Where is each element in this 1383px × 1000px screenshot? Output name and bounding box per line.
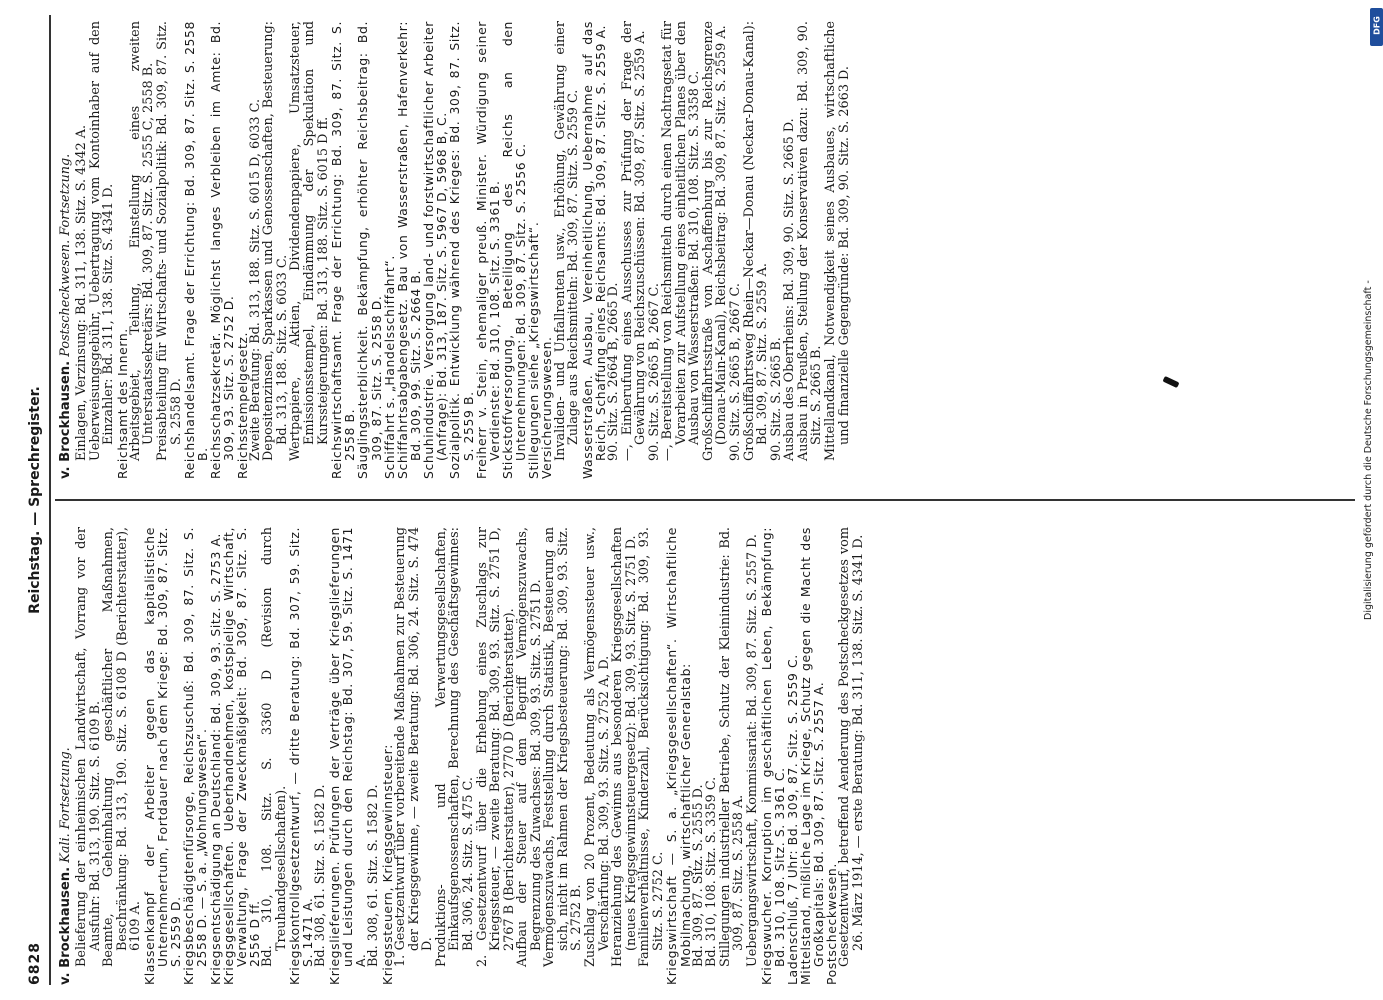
- speaker-name: v. Brockhausen.: [58, 866, 73, 985]
- dfg-logo-text: DFG: [1372, 16, 1382, 35]
- register-entry: Stickstoffversorgung, Beteiligung des Reichs an den Unternehmungen: Bd. 309, 87. Sitz. S. 2556 C.: [499, 21, 529, 479]
- register-entry: Versicherungswesen.: [539, 336, 555, 479]
- register-entry: Freiherr v. Stein, ehemaliger preuß. Minister. Würdigung seiner Verdienste: Bd. 310, 108. Sitz. S. 3361 B.: [473, 21, 502, 479]
- register-entry: 90. Sitz. S. 2665 B.: [768, 337, 784, 461]
- register-entry: Arbeitsgebiet, Teilung, Einstellung eines zweiten Unterstaatssekretärs: Bd. 309, 87. Sitz. S. 2555 C, 2558 B.: [127, 21, 157, 461]
- dfg-logo: [1370, 8, 1383, 46]
- register-entry: Wertpapiere, Aktien, Dividendenpapiere, Umsatzsteuer, Emissionsstempel, Eindämmung der Spekulation und Kurssteigerungen: Bd. 313, 188. Sitz. S. 6015 D ff.: [288, 21, 331, 461]
- right-entry-list: [75, 21, 851, 479]
- register-entry: Bd. 308, 61. Sitz. S. 1582 D.: [313, 784, 329, 967]
- register-entry: Ueberweisungsgebühr, Uebertragung vom Kontoinhaber auf den Einzahler: Bd. 311, 138. Sitz. S. 4341 D.: [87, 21, 117, 461]
- register-entry: Ausbau in Preußen, Stellung der Konservativen dazu: Bd. 309, 90. Sitz. S. 2665 B.: [795, 21, 825, 461]
- continuation-label: Postscheckwesen. Fortsetzung.: [58, 153, 73, 357]
- register-entry: —, Bereitstellung von Reichsmitteln durch einen Nachtragsetat für Vorarbeiten zur Aufstellung eines einheitlichen Planes über den Ausbau von Wasserstraßen: Bd. 310, 108. Sitz. S. 3358 C.: [660, 21, 703, 461]
- register-entry: Produktions- und Verwertungsgesellschaften, Einkaufsgenossenschaften, Berechnung des Geschäftsgewinnes: Bd. 306, 24. Sitz. S. 475 C.: [433, 527, 476, 967]
- register-entry: Gesetzentwurf, betreffend Aenderung des Postscheckgesetzes vom 26. März 1914, — erste Beratung: Bd. 311, 138. Sitz. S. 4341 D.: [837, 527, 866, 967]
- register-entry: Einlagen, Verzinsung: Bd. 311, 138. Sitz. S. 4342 A.: [73, 124, 89, 461]
- left-column: [59, 527, 865, 985]
- register-entry: Ladenschluß, 7 Uhr: Bd. 309, 87. Sitz. S. 2559 C.: [784, 654, 800, 985]
- register-entry: Kriegswucher. Korruption im geschäftlichen Leben, Bekämpfung: Bd. 310, 108. Sitz. S. 3361 C.: [758, 527, 787, 985]
- register-entry: Postscheckwesen.: [824, 863, 840, 985]
- register-entry: Vermögenszuwachs, Feststellung durch Statistik, Besteuerung an sich, nicht im Rahmen der Kriegsbesteuerung: Bd. 309, 93. Sitz. S. 2752 B.: [542, 527, 585, 967]
- register-entry: Stillegungen industrieller Betriebe, Schutz der Kleinindustrie: Bd. 309, 87. Sitz. S. 2558 A.: [717, 527, 747, 967]
- register-entry: Großschiffahrtsstraße von Aschaffenburg bis zur Reichsgrenze (Donau-Main-Kanal), Reichsbeitrag: Bd. 309, 87. Sitz. S. 2559 A.: [700, 21, 730, 461]
- register-entry: —, Einberufung eines Ausschusses zur Prüfung der Frage der Gewährung von Reichszuschüssen: Bd. 309, 87. Sitz. S. 2559 A.: [619, 21, 649, 461]
- header-rule: [49, 15, 51, 985]
- page-header: [25, 15, 51, 985]
- register-entry: Uebergangswirtschaft, Kommissariat: Bd. 309, 87. Sitz. S. 2557 D.: [744, 534, 760, 967]
- register-entry: Depositenzinsen, Sparkassen und Genossenschaften, Besteuerung: Bd. 313, 188. Sitz. S. 6033 C.: [261, 21, 290, 461]
- register-entry: Kriegsgesellschaften. Ueberhandnehmen, kostspielige Wirtschaft, Verwaltung, Frage der Zweckmäßigkeit: Bd. 309, 87. Sitz. S. 2556 D ff.: [220, 527, 262, 985]
- register-entry: Reichsamt des Innern.: [114, 328, 130, 479]
- register-entry: Sozialpolitik. Entwicklung während des Krieges: Bd. 309, 87. Sitz. S. 2559 B.: [447, 21, 476, 479]
- register-entry: Belieferung der einheimischen Landwirtschaft, Vorrang vor der Ausfuhr: Bd. 313, 190. Sitz. S. 6109 B.: [73, 527, 103, 967]
- page-number: 6828: [27, 942, 43, 985]
- register-entry: Mittellandkanal, Notwendigkeit seines Ausbaues, wirtschaftliche und finanzielle Gegengründe: Bd. 309, 90. Sitz. S. 2663 D.: [822, 21, 852, 461]
- register-entry: Kriegsbeschädigtenfürsorge, Reichszuschuß: Bd. 309, 87. Sitz. S. 2558 D. — S. a. „Wohnungswesen“.: [181, 527, 210, 985]
- register-entry: Preisabteilung für Wirtschafts- und Sozialpolitik: Bd. 309, 87. Sitz. S. 2558 D.: [154, 21, 184, 461]
- register-entry: Reichswirtschaftsamt. Frage der Errichtung: Bd. 309, 87. Sitz. S. 2558 B.: [329, 21, 358, 479]
- register-entry: Großschiffahrtsweg Rhein—Neckar—Donau (Neckar-Donau-Kanal): Bd. 309, 87. Sitz. S. 2559 A.: [741, 21, 771, 461]
- register-entry: Familienverhältnisse, Kinderzahl, Berücksichtigung: Bd. 309, 93. Sitz. S. 2752 C.: [637, 527, 666, 967]
- register-entry: Kriegsentschädigung an Deutschland: Bd. 309, 93. Sitz. S. 2753 A.: [207, 533, 223, 985]
- running-title: Reichstag. — Sprechregister.: [27, 386, 43, 614]
- register-entry: Stillegungen siehe „Kriegswirtschaft“.: [526, 221, 542, 479]
- register-entry: 2. Gesetzentwurf über die Erhebung eines Zuschlags zur Kriegssteuer, — zweite Beratung: Bd. 309, 93. Sitz. S. 2751 D, 2767 B (Berichterstatter), 2770 D (Berichterstatter).: [474, 527, 517, 967]
- register-entry: Schiffahrt s. „Handelsschiffahrt“.: [381, 255, 397, 479]
- register-entry: Bd. 310, 108. Sitz. S. 3360 D (Revision durch Treuhandgesellschaften).: [260, 527, 289, 967]
- register-entry: Kriegskontrollgesetzentwurf, — dritte Beratung: Bd. 307, 59. Sitz. S. 1471 A.: [287, 527, 316, 985]
- register-entry: Heranziehung des Gewinns aus besonderen Kriegsgesellschaften (neues Kriegsgewinnsteuergesetz): Bd. 309, 93. Sitz. S. 2751 D.: [610, 527, 639, 967]
- register-entry: Bd. 308, 61. Sitz. S. 1582 D.: [366, 784, 382, 967]
- register-entry: Invaliden- und Unfallrenten usw., Erhöhung, Gewährung einer Zulage aus Reichsmitteln: Bd. 309, 87. Sitz. S. 2559 C.: [552, 21, 582, 461]
- register-entry: Schiffahrtsabgabengesetz. Bau von Wasserstraßen, Hafenverkehr: Bd. 309, 99. Sitz. S. 2664 B.: [394, 21, 423, 479]
- right-column-heading: [59, 21, 73, 479]
- register-entry: 1. Gesetzentwurf über vorbereitende Maßnahmen zur Besteuerung der Kriegsgewinne, — zweite Beratung: Bd. 306, 24. Sitz. S. 474 D.: [393, 527, 436, 967]
- register-entry: 90. Sitz. S. 2665 B, 2667 C.: [646, 283, 662, 461]
- left-entry-list: [75, 527, 865, 985]
- register-entry: Zuschlag von 20 Prozent, Bedeutung als Vermögenssteuer usw., Verschärfung: Bd. 309, 93. Sitz. S. 2752 A, D.: [583, 527, 612, 967]
- register-entry: 90. Sitz. S. 2664 B, 2665 D.: [605, 282, 621, 461]
- register-entry: Ausbau des Oberrheins: Bd. 309, 90. Sitz. S. 2665 D.: [782, 118, 798, 461]
- register-entry: Reichsstempelgesetz.: [234, 331, 250, 479]
- column-divider: [55, 500, 1355, 502]
- register-entry: Bd. 309, 87. Sitz. S. 2555 D.: [690, 784, 706, 967]
- right-column: [59, 21, 851, 479]
- register-entry: Klassenkampf der Arbeiter gegen das kapitalistische Unternehmertum, Fortdauer nach dem Kriege: Bd. 309, 87. Sitz. S. 2559 D.: [141, 527, 184, 985]
- register-entry: Säuglingssterblichkeit. Bekämpfung, erhöhter Reichsbeitrag: Bd. 309, 87. Sitz. S. 2558 D.: [355, 21, 384, 479]
- continuation-label: Kali. Fortsetzung.: [58, 747, 73, 863]
- register-entry: Beamte, Geheimhaltung geschäftlicher Maßnahmen, Beschränkung: Bd. 313, 190. Sitz. S. 6108 D (Berichterstatter), 6109 A.: [101, 527, 144, 967]
- register-entry: Wasserstraßen. Ausbau, Vereinheitlichung, Uebernahme auf das Reich, Schaffung eines Reichsamts: Bd. 309, 87. Sitz. S. 2559 A.: [579, 21, 608, 479]
- left-column-heading: [59, 527, 73, 985]
- register-entry: Zweite Beratung: Bd. 313, 188. Sitz. S. 6015 D, 6033 C.: [247, 98, 263, 461]
- register-entry: Reichshandelsamt. Frage der Errichtung: Bd. 309, 87. Sitz. S. 2558 B.: [182, 21, 211, 479]
- ink-mark: [1162, 376, 1179, 388]
- register-entry: Aufbau der Steuer auf dem Begriff Vermögenszuwachs, Begrenzung des Zuwachses: Bd. 309, 93. Sitz. S. 2751 D.: [515, 527, 544, 967]
- register-entry: Bd. 310, 108. Sitz. S. 3359 C.: [704, 776, 720, 967]
- register-entry: Kriegswirtschaft — S. a. „Kriegsgesellschaften“. Wirtschaftliche Mobilmachung, wirtschaftlicher Generalstab:: [664, 527, 693, 985]
- rotated-register-page: [25, 15, 1355, 985]
- speaker-name: v. Brockhausen.: [58, 360, 73, 479]
- register-entry: Mittelstand, mißliche Lage im Kriege, Schutz gegen die Macht des Großkapitals: Bd. 309, 87. Sitz. S. 2557 A.: [797, 527, 827, 985]
- funding-note-text: Digitalisierung gefördert durch die Deutsche Forschungsgemeinschaft -: [1363, 280, 1374, 620]
- register-entry: Kriegssteuern, Kriegsgewinnsteuer:: [380, 744, 396, 985]
- register-entry: 90. Sitz. S. 2665 B, 2667 C.: [728, 283, 743, 461]
- digitization-note: [1358, 0, 1380, 1000]
- register-entry: Schuhindustrie. Versorgung land- und forstwirtschaftlicher Arbeiter (Anfrage): Bd. 313, 187. Sitz. S. 5967 D, 5968 B, C.: [421, 21, 450, 479]
- register-entry: Reichsschatzsekretär. Möglichst langes Verbleiben im Amte: Bd. 309, 93. Sitz. S. 2752 D.: [208, 21, 237, 479]
- register-entry: Kriegslieferungen. Prüfungen der Verträge über Kriegslieferungen und Leistungen durch den Reichstag: Bd. 307, 59. Sitz. S. 1471 A.: [327, 527, 369, 985]
